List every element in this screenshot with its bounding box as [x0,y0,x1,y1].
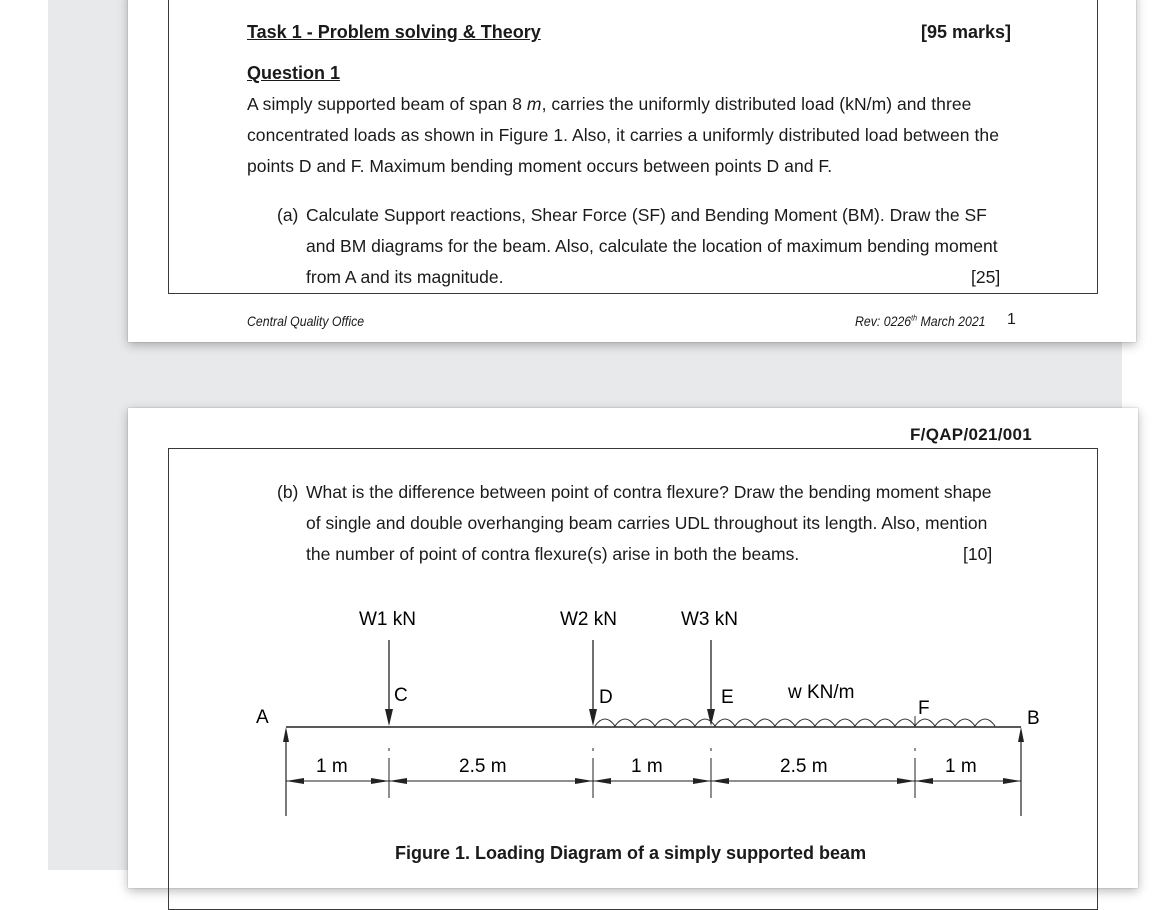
part-a-label: (a) [277,205,299,225]
segment-length-de: 1 m [631,756,663,777]
intro-line-1: A simply supported beam of span 8 m, carries the uniformly distributed load (kN/m) and three [247,94,972,114]
part-a-marks: [25] [971,267,1001,287]
part-a-line-3: from A and its magnitude. [306,267,504,287]
document-viewer[interactable] [48,0,1122,870]
point-label-e: E [721,687,734,708]
footer-revision: Rev: 0226th March 2021 [855,313,986,329]
segment-length-cd: 2.5 m [459,756,507,777]
point-label-f: F [918,698,930,719]
load-label-w3: W3 kN [681,609,738,630]
point-label-a: A [256,707,269,728]
part-b-label: (b) [277,482,299,502]
part-b-line-2: of single and double overhanging beam carries UDL throughout its length. Also, mention [306,513,988,533]
udl-label: w KN/m [788,682,855,703]
task-title: Task 1 - Problem solving & Theory [247,22,541,42]
load-label-w2: W2 kN [560,609,617,630]
intro-line-2: concentrated loads as shown in Figure 1. Also, it carries a uniformly distributed load between the [247,125,999,145]
point-label-d: D [599,687,613,708]
load-label-w1: W1 kN [359,609,416,630]
part-b-line-1: What is the difference between point of contra flexure? Draw the bending moment shape [306,482,992,502]
page-number: 1 [1007,311,1016,328]
part-a-line-1: Calculate Support reactions, Shear Force (SF) and Bending Moment (BM). Draw the SF [306,205,987,225]
segment-length-ef: 2.5 m [780,756,828,777]
beam-loading-diagram [128,408,1138,828]
load-arrow-w3 [707,640,715,726]
footer-office: Central Quality Office [247,313,365,329]
udl-wave [595,719,995,726]
point-label-c: C [394,685,408,706]
part-a-line-2: and BM diagrams for the beam. Also, calculate the location of maximum bending moment [306,236,998,256]
page-1 [128,0,1136,342]
task-marks: [95 marks] [921,22,1012,42]
load-arrow-w1 [385,640,393,726]
support-b [1018,727,1024,816]
load-arrow-w2 [589,640,597,726]
part-b-marks: [10] [963,544,993,564]
part-b-line-3: the number of point of contra flexure(s) arise in both the beams. [306,544,800,564]
figure-caption: Figure 1. Loading Diagram of a simply supported beam [395,843,867,863]
support-a [283,727,289,816]
segment-length-ac: 1 m [316,756,348,777]
question-title: Question 1 [247,63,341,83]
intro-line-3: points D and F. Maximum bending moment occurs between points D and F. [247,156,833,176]
page-2 [128,408,1138,888]
form-code: F/QAP/021/001 [910,425,1033,444]
point-label-b: B [1027,708,1040,729]
segment-length-fb: 1 m [945,756,977,777]
